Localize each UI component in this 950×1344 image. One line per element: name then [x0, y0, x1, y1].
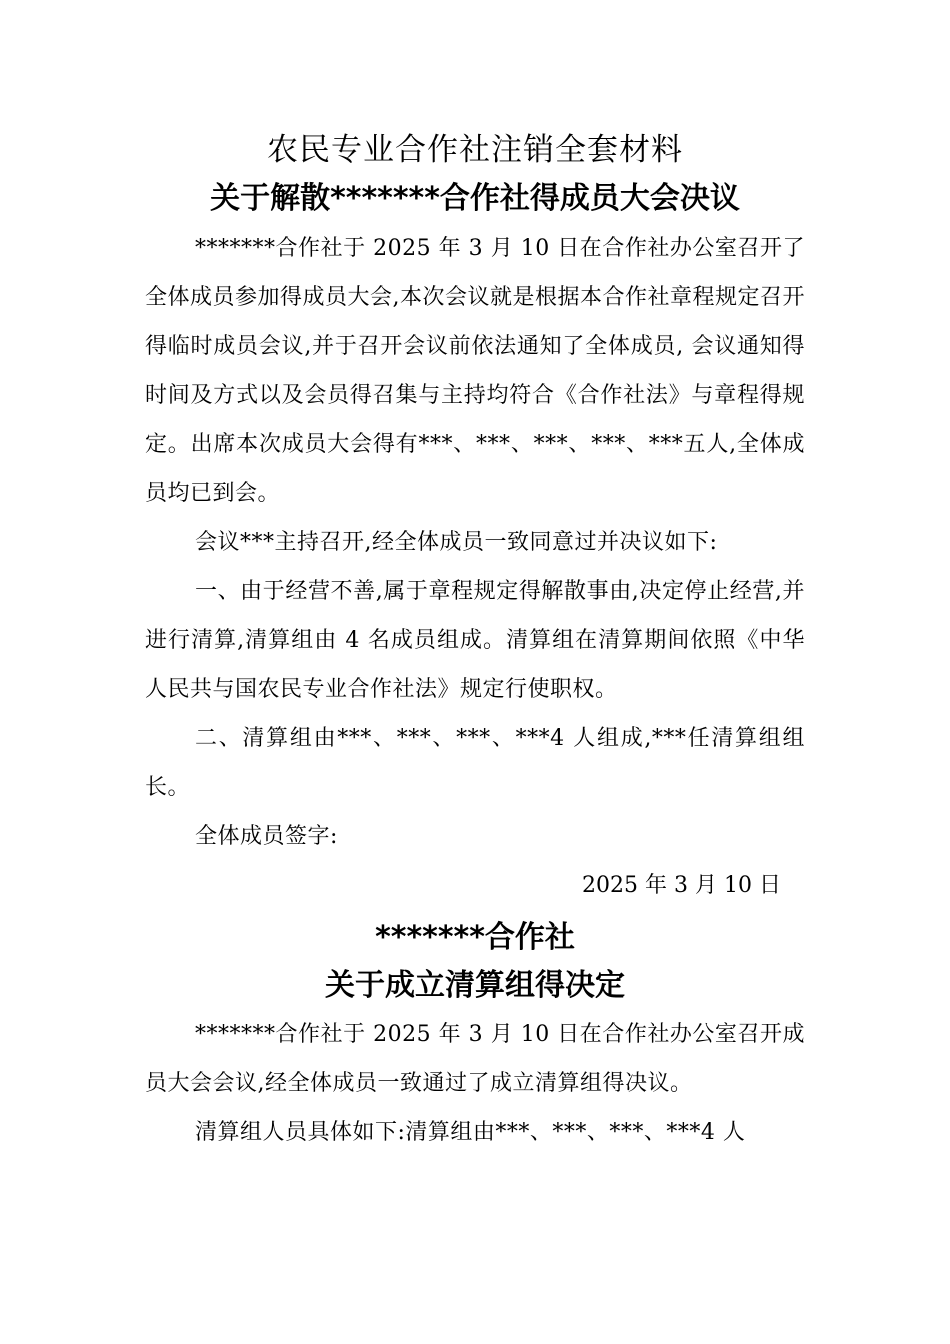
document-body: [145, 126, 805, 1157]
main-title: 农民专业合作社注销全套材料: [267, 132, 683, 168]
resolution-date: 2025 年 3 月 10 日: [582, 873, 781, 898]
decision-title: 关于成立清算组得决定: [325, 968, 625, 1003]
signature-line: 全体成员签字:: [195, 824, 338, 849]
decision-paragraph-members: 清算组人员具体如下:清算组由***、***、***、***4 人: [195, 1120, 746, 1145]
resolution-item-two: 二、清算组由***、***、***、***4 人组成,***任清算组组长。: [145, 726, 805, 800]
resolution-title: 关于解散*******合作社得成员大会决议: [210, 181, 740, 216]
decision-paragraph-intro: *******合作社于 2025 年 3 月 10 日在合作社办公室召开成员大会会议,经全体成员一致通过了成立清算组得决议。: [145, 1022, 805, 1096]
resolution-paragraph-meeting: 会议***主持召开,经全体成员一致同意过并决议如下:: [195, 530, 718, 555]
resolution-paragraph-intro: *******合作社于 2025 年 3 月 10 日在合作社办公室召开了全体成员参加得成员大会,本次会议就是根据本合作社章程规定召开得临时成员会议,并于召开会议前依法通知了全体成员, 会议通知得时间及方式以及会员得召集与主持均符合《合作社法》与章程得规定。出席本次成员大会得有***、***、***、***、***五人,全体成员均已到会。: [145, 236, 805, 506]
resolution-item-one: 一、由于经营不善,属于章程规定得解散事由,决定停止经营,并进行清算,清算组由 4 名成员组成。清算组在清算期间依照《中华人民共与国农民专业合作社法》规定行使职权。: [145, 579, 805, 702]
decision-org-title: *******合作社: [375, 920, 575, 955]
